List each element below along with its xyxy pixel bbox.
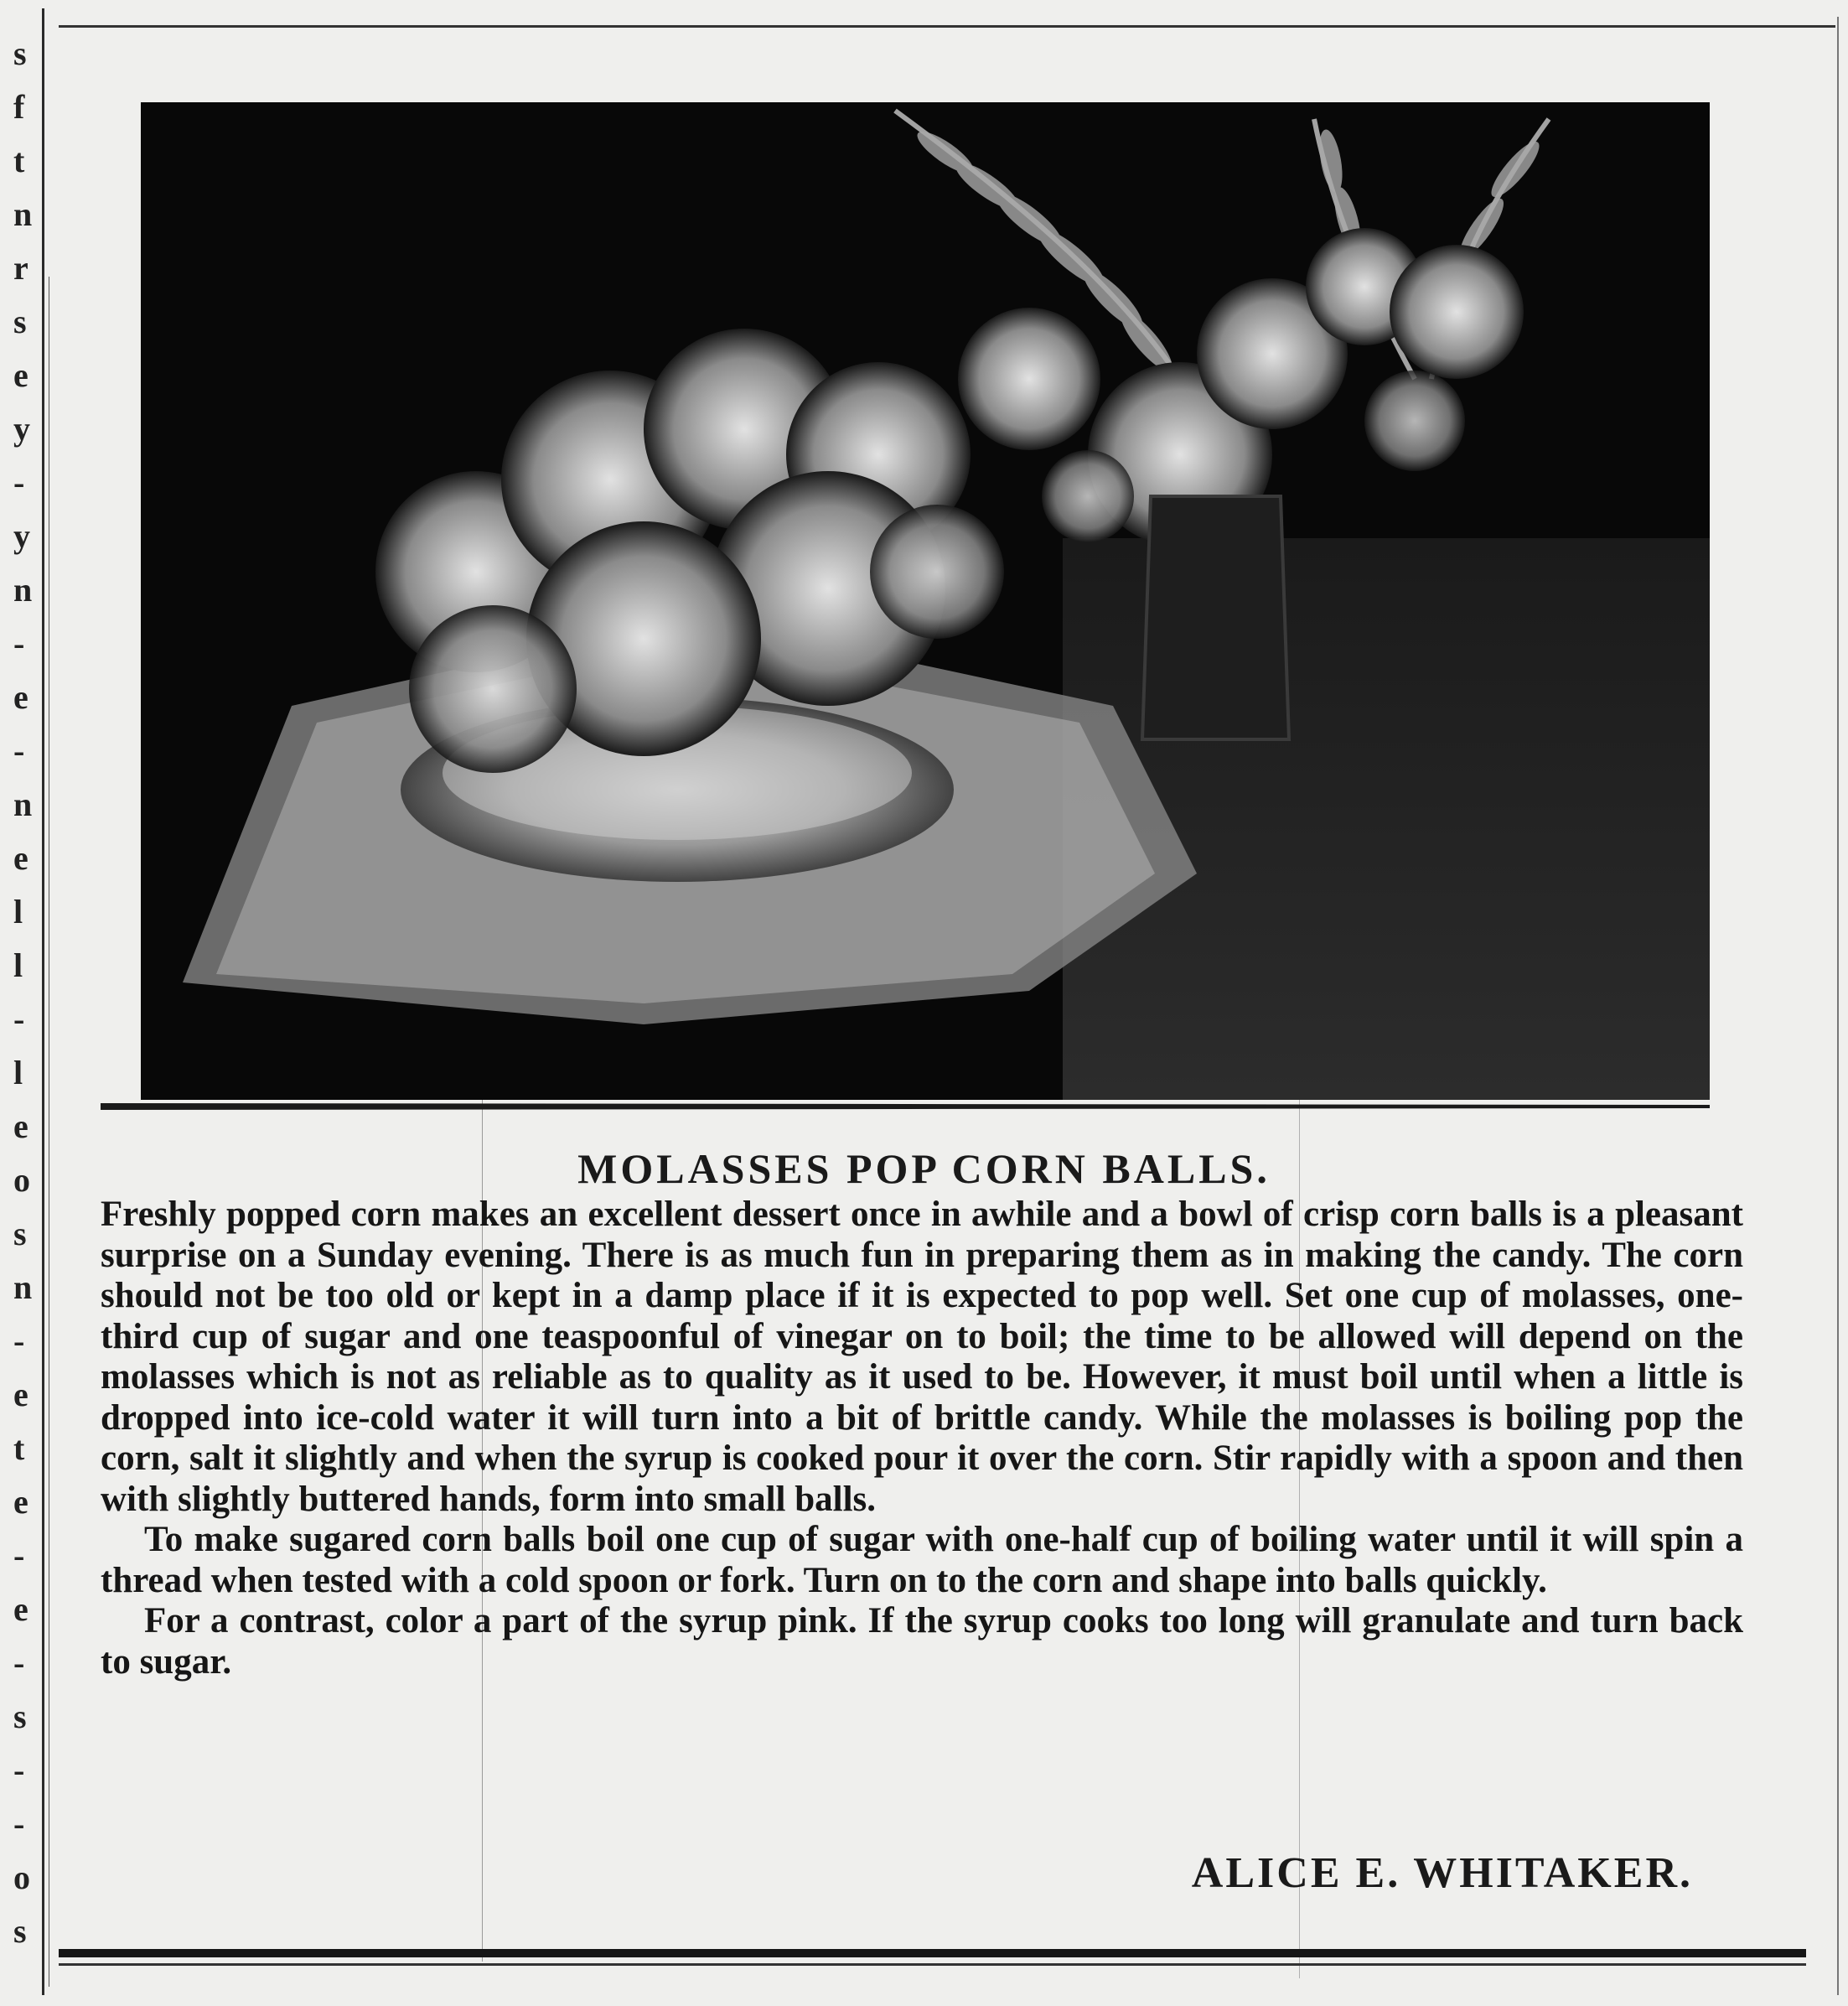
margin-fragment: - [13, 625, 25, 662]
margin-fragment: t [13, 1429, 25, 1467]
margin-fragment: e [13, 1107, 28, 1145]
popcorn-bowl-photo [141, 102, 1710, 1100]
bottom-rule-thick [59, 1949, 1806, 1957]
author-signature: ALICE E. WHITAKER. [1191, 1849, 1693, 1897]
article-headline: MOLASSES POP CORN BALLS. [577, 1145, 1271, 1192]
column-rule-right [1837, 17, 1839, 1995]
margin-fragment: - [13, 464, 25, 501]
margin-fragment: e [13, 1376, 28, 1413]
margin-fragment: e [13, 1590, 28, 1628]
margin-fragment: l [13, 893, 23, 930]
column-rule-left [42, 8, 44, 1995]
margin-fragment: - [13, 1000, 25, 1038]
margin-fragment: r [13, 249, 28, 287]
paragraph-3: For a contrast, color a part of the syrup pink. If the syrup cooks too long will granulate and turn back to sugar. [101, 1601, 1743, 1682]
margin-fragment: n [13, 195, 33, 233]
margin-fragment: s [13, 1215, 27, 1252]
paragraph-2: To make sugared corn balls boil one cup of sugar with one-half cup of boiling water until it will spin a thread when tested with a cold spoon or fork. Turn on to the corn and shape into balls quickly. [101, 1520, 1743, 1600]
margin-fragment: l [13, 946, 23, 984]
margin-fragment: f [13, 88, 25, 126]
margin-fragment: e [13, 1483, 28, 1521]
margin-fragment: - [13, 1644, 25, 1682]
margin-fragment: - [13, 1805, 25, 1843]
margin-fragment: s [13, 1698, 27, 1735]
photo-base-rule [101, 1100, 1710, 1113]
margin-fragment: o [13, 1161, 30, 1199]
margin-fragment: - [13, 732, 25, 770]
margin-fragment: n [13, 785, 33, 823]
adjacent-column-fragments [7, 34, 37, 1978]
margin-fragment: n [13, 1268, 33, 1306]
margin-fragment: t [13, 142, 25, 179]
bottom-rule-thin [59, 1963, 1806, 1966]
margin-fragment: s [13, 303, 27, 340]
margin-fragment: - [13, 1751, 25, 1789]
margin-fragment: l [13, 1054, 23, 1091]
margin-fragment: - [13, 1322, 25, 1360]
article-photograph [141, 102, 1710, 1100]
margin-fragment: e [13, 356, 28, 394]
margin-fragment: e [13, 678, 28, 716]
vase [1142, 496, 1289, 739]
paragraph-1: Freshly popped corn makes an excellent dessert once in awhile and a bowl of crisp corn balls is a pleasant surprise on a Sunday evening. There is as much fun in preparing them as in making the candy. The corn should not be too old or kept in a damp place if it is expected to pop well. Set one cup of molasses, one-third cup of sugar and one teaspoonful of vinegar on to boil; the time to be allowed will depend on the molasses which is not as reliable as to quality as it used to be. However, it must boil until when a little is dropped into ice-cold water it will turn into a bit of brittle candy. While the molasses is boiling pop the corn, salt it slightly and when the syrup is cooked pour it over the corn. Stir rapidly with a spoon and then with slightly buttered hands, form into small balls. [101, 1195, 1743, 1519]
margin-fragment: n [13, 571, 33, 609]
margin-fragment: o [13, 1858, 30, 1896]
margin-fragment: y [13, 517, 30, 555]
margin-fragment: s [13, 34, 27, 72]
article-body [101, 1195, 1743, 1682]
top-rule [59, 25, 1835, 28]
margin-fragment: - [13, 1537, 25, 1574]
margin-fragment: s [13, 1912, 27, 1950]
margin-fragment: y [13, 410, 30, 448]
margin-fragment: e [13, 839, 28, 877]
